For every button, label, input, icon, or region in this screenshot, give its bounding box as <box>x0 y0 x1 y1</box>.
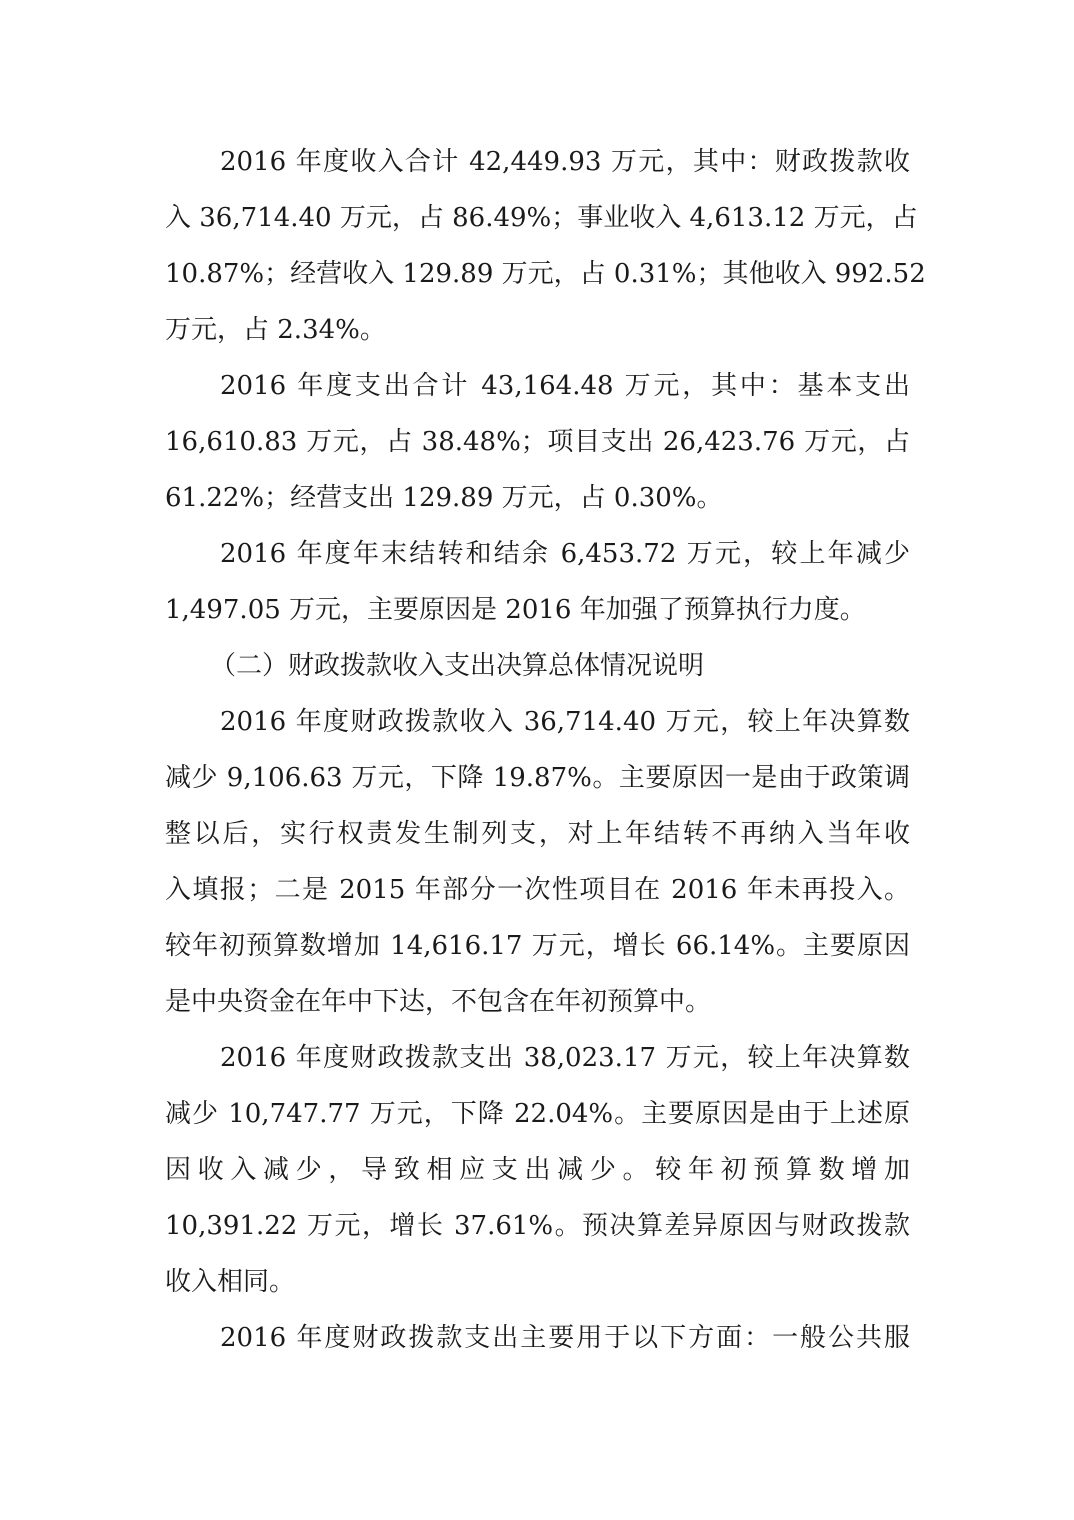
paragraph-income-summary <box>165 134 926 358</box>
text-line: 2016 年度收入合计 42,449.93 万元，其中：财政拨款收 <box>220 147 910 177</box>
text-line: 10.87%；经营收入 129.89 万元，占 0.31%；其他收入 992.52 <box>165 259 926 289</box>
section-heading <box>165 638 910 694</box>
text-line: 2016 年度年末结转和结余 6,453.72 万元，较上年减少 <box>220 539 910 569</box>
paragraph-fiscal-income <box>165 694 910 1030</box>
text-line: 2016 年度财政拨款支出 38,023.17 万元，较上年决算数 <box>220 1043 910 1073</box>
paragraph-expenditure-usage <box>165 1310 910 1366</box>
text-line: 万元，占 2.34%。 <box>165 315 386 345</box>
text-line: 是中央资金在年中下达，不包含在年初预算中。 <box>165 987 712 1017</box>
text-line: 减少 10,747.77 万元，下降 22.04%。主要原因是由于上述原 <box>165 1099 910 1129</box>
text-line: 收入相同。 <box>165 1267 296 1297</box>
section-heading-text: （二）财政拨款收入支出决算总体情况说明 <box>210 651 705 681</box>
paragraph-expenditure-summary <box>165 358 910 526</box>
document-body <box>165 134 926 1366</box>
text-line: 减少 9,106.63 万元，下降 19.87%。主要原因一是由于政策调 <box>165 763 910 793</box>
text-line: 1,497.05 万元，主要原因是 2016 年加强了预算执行力度。 <box>165 595 866 625</box>
text-line: 10,391.22 万元，增长 37.61%。预决算差异原因与财政拨款 <box>165 1211 910 1241</box>
text-line: 整以后，实行权责发生制列支，对上年结转不再纳入当年收 <box>165 819 910 849</box>
text-line: 较年初预算数增加 14,616.17 万元，增长 66.14%。主要原因 <box>165 931 910 961</box>
text-line: 2016 年度财政拨款收入 36,714.40 万元，较上年决算数 <box>220 707 910 737</box>
paragraph-fiscal-expenditure <box>165 1030 910 1310</box>
paragraph-carryover-summary <box>165 526 910 638</box>
text-line: 61.22%；经营支出 129.89 万元，占 0.30%。 <box>165 483 723 513</box>
text-line: 因收入减少，导致相应支出减少。较年初预算数增加 <box>165 1155 910 1185</box>
text-line: 入填报；二是 2015 年部分一次性项目在 2016 年未再投入。 <box>165 875 910 905</box>
text-line: 入 36,714.40 万元，占 86.49%；事业收入 4,613.12 万元，占 <box>165 203 918 233</box>
text-line: 16,610.83 万元，占 38.48%；项目支出 26,423.76 万元，占 <box>165 427 910 457</box>
text-line: 2016 年度支出合计 43,164.48 万元，其中：基本支出 <box>220 371 910 401</box>
text-line: 2016 年度财政拨款支出主要用于以下方面：一般公共服 <box>220 1323 910 1353</box>
